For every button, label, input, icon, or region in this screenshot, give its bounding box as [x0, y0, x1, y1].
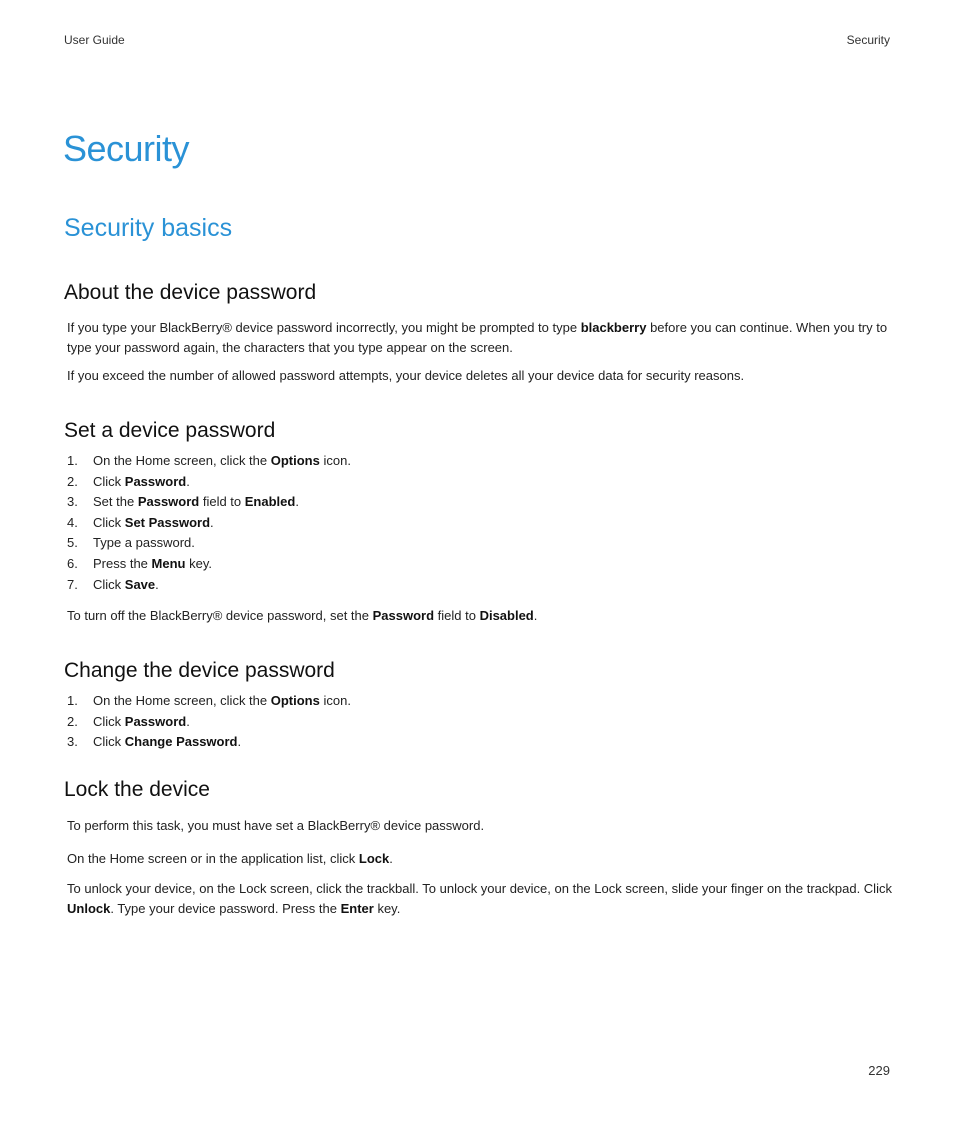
about-paragraph-2 — [67, 366, 897, 386]
text-run: Click — [93, 576, 125, 592]
text-run: If you exceed the number of allowed password attempts, your device deletes all your device data for security reasons. — [67, 368, 745, 383]
ui-term: Options — [270, 453, 320, 468]
step-item — [67, 533, 351, 554]
text-run: icon. — [319, 453, 351, 468]
step-text — [93, 533, 195, 554]
page-number: 229 — [868, 1063, 890, 1078]
step-number: 1. — [67, 453, 78, 468]
text-run: Click — [93, 473, 125, 489]
step-number: 2. — [67, 713, 78, 729]
text-run: . — [237, 734, 242, 750]
set-password-steps — [67, 451, 351, 595]
heading-about-password: About the device password — [64, 281, 317, 304]
heading-change-password: Change the device password — [64, 659, 335, 682]
set-password-note — [67, 606, 897, 626]
text-run: Click — [93, 734, 125, 750]
step-text — [93, 451, 351, 472]
step-text — [93, 513, 214, 534]
step-text — [93, 492, 299, 513]
step-item — [67, 575, 351, 596]
step-item — [67, 691, 351, 712]
heading-lock-device: Lock the device — [64, 778, 210, 801]
header-guide-title: User Guide — [64, 33, 125, 47]
step-text — [93, 554, 212, 575]
text-run: To perform this task, you must have set a BlackBerry® device password. — [67, 818, 485, 833]
text-run: key. — [373, 901, 401, 916]
step-number: 3. — [67, 494, 78, 510]
step-item — [67, 513, 351, 534]
step-number: 1. — [67, 693, 78, 708]
ui-term: Enter — [340, 901, 374, 916]
text-run: icon. — [319, 693, 351, 708]
step-number: 7. — [67, 576, 78, 592]
text-run: Click — [93, 514, 125, 530]
text-run: . Type your device password. Press the — [110, 901, 341, 916]
step-item — [67, 732, 351, 753]
step-number: 4. — [67, 514, 78, 530]
ui-term: Password — [372, 608, 435, 623]
step-text — [93, 712, 190, 733]
ui-term: Lock — [358, 851, 390, 866]
header-chapter-title: Security — [846, 33, 890, 47]
ui-term: Menu — [151, 555, 186, 571]
ui-term: Set Password — [124, 514, 211, 530]
text-run: . — [186, 713, 190, 729]
ui-term: blackberry — [580, 320, 647, 335]
step-number: 5. — [67, 535, 78, 551]
text-run: If you type your BlackBerry® device password incorrectly, you might be prompted to type — [67, 320, 581, 335]
ui-term: Disabled — [479, 608, 534, 623]
step-item — [67, 472, 351, 493]
ui-term: Password — [124, 473, 187, 489]
ui-term: Enabled — [244, 494, 296, 510]
text-run: To unlock your device, on the Lock screen, click the trackball. To unlock your device, on the Lock screen, slide your finger on the trackpad. Click — [67, 881, 892, 896]
lock-prerequisite — [67, 816, 897, 836]
text-run: On the Home screen, click the — [93, 693, 271, 708]
step-item — [67, 554, 351, 575]
text-run: On the Home screen or in the application list, click — [67, 851, 359, 866]
text-run: . — [533, 608, 538, 623]
text-run: . — [210, 514, 214, 530]
text-run: Click — [93, 713, 125, 729]
step-text — [93, 575, 159, 596]
ui-term: Save — [124, 576, 156, 592]
step-item — [67, 451, 351, 472]
step-item — [67, 492, 351, 513]
section-title: Security basics — [64, 214, 233, 242]
text-run: . — [295, 494, 299, 510]
ui-term: Change Password — [124, 734, 238, 750]
step-text — [93, 472, 190, 493]
heading-set-password: Set a device password — [64, 419, 276, 442]
text-run: . — [186, 473, 190, 489]
ui-term: Unlock — [67, 901, 111, 916]
step-text — [93, 732, 241, 753]
text-run: key. — [185, 555, 212, 571]
text-run: before you can continue. When you try to type your password again, the characters that you type appear on the screen. — [67, 320, 888, 355]
step-number: 6. — [67, 555, 78, 571]
text-run: Set the — [93, 494, 138, 510]
unlock-instruction — [67, 879, 897, 919]
ui-term: Password — [137, 494, 200, 510]
lock-instruction — [67, 849, 897, 869]
text-run: To turn off the BlackBerry® device password, set the — [67, 608, 373, 623]
step-item — [67, 712, 351, 733]
text-run: field to — [434, 608, 480, 623]
step-text — [93, 691, 351, 712]
step-number: 3. — [67, 734, 78, 750]
text-run: Press the — [93, 555, 152, 571]
ui-term: Password — [124, 713, 187, 729]
text-run: On the Home screen, click the — [93, 453, 271, 468]
about-paragraph-1 — [67, 318, 897, 358]
text-run: field to — [199, 494, 245, 510]
ui-term: Options — [270, 693, 320, 708]
running-header — [64, 33, 890, 47]
text-run: . — [389, 851, 393, 866]
step-number: 2. — [67, 473, 78, 489]
chapter-title: Security — [63, 128, 190, 169]
text-run: . — [155, 576, 159, 592]
change-password-steps — [67, 691, 351, 753]
text-run: Type a password. — [93, 535, 195, 551]
